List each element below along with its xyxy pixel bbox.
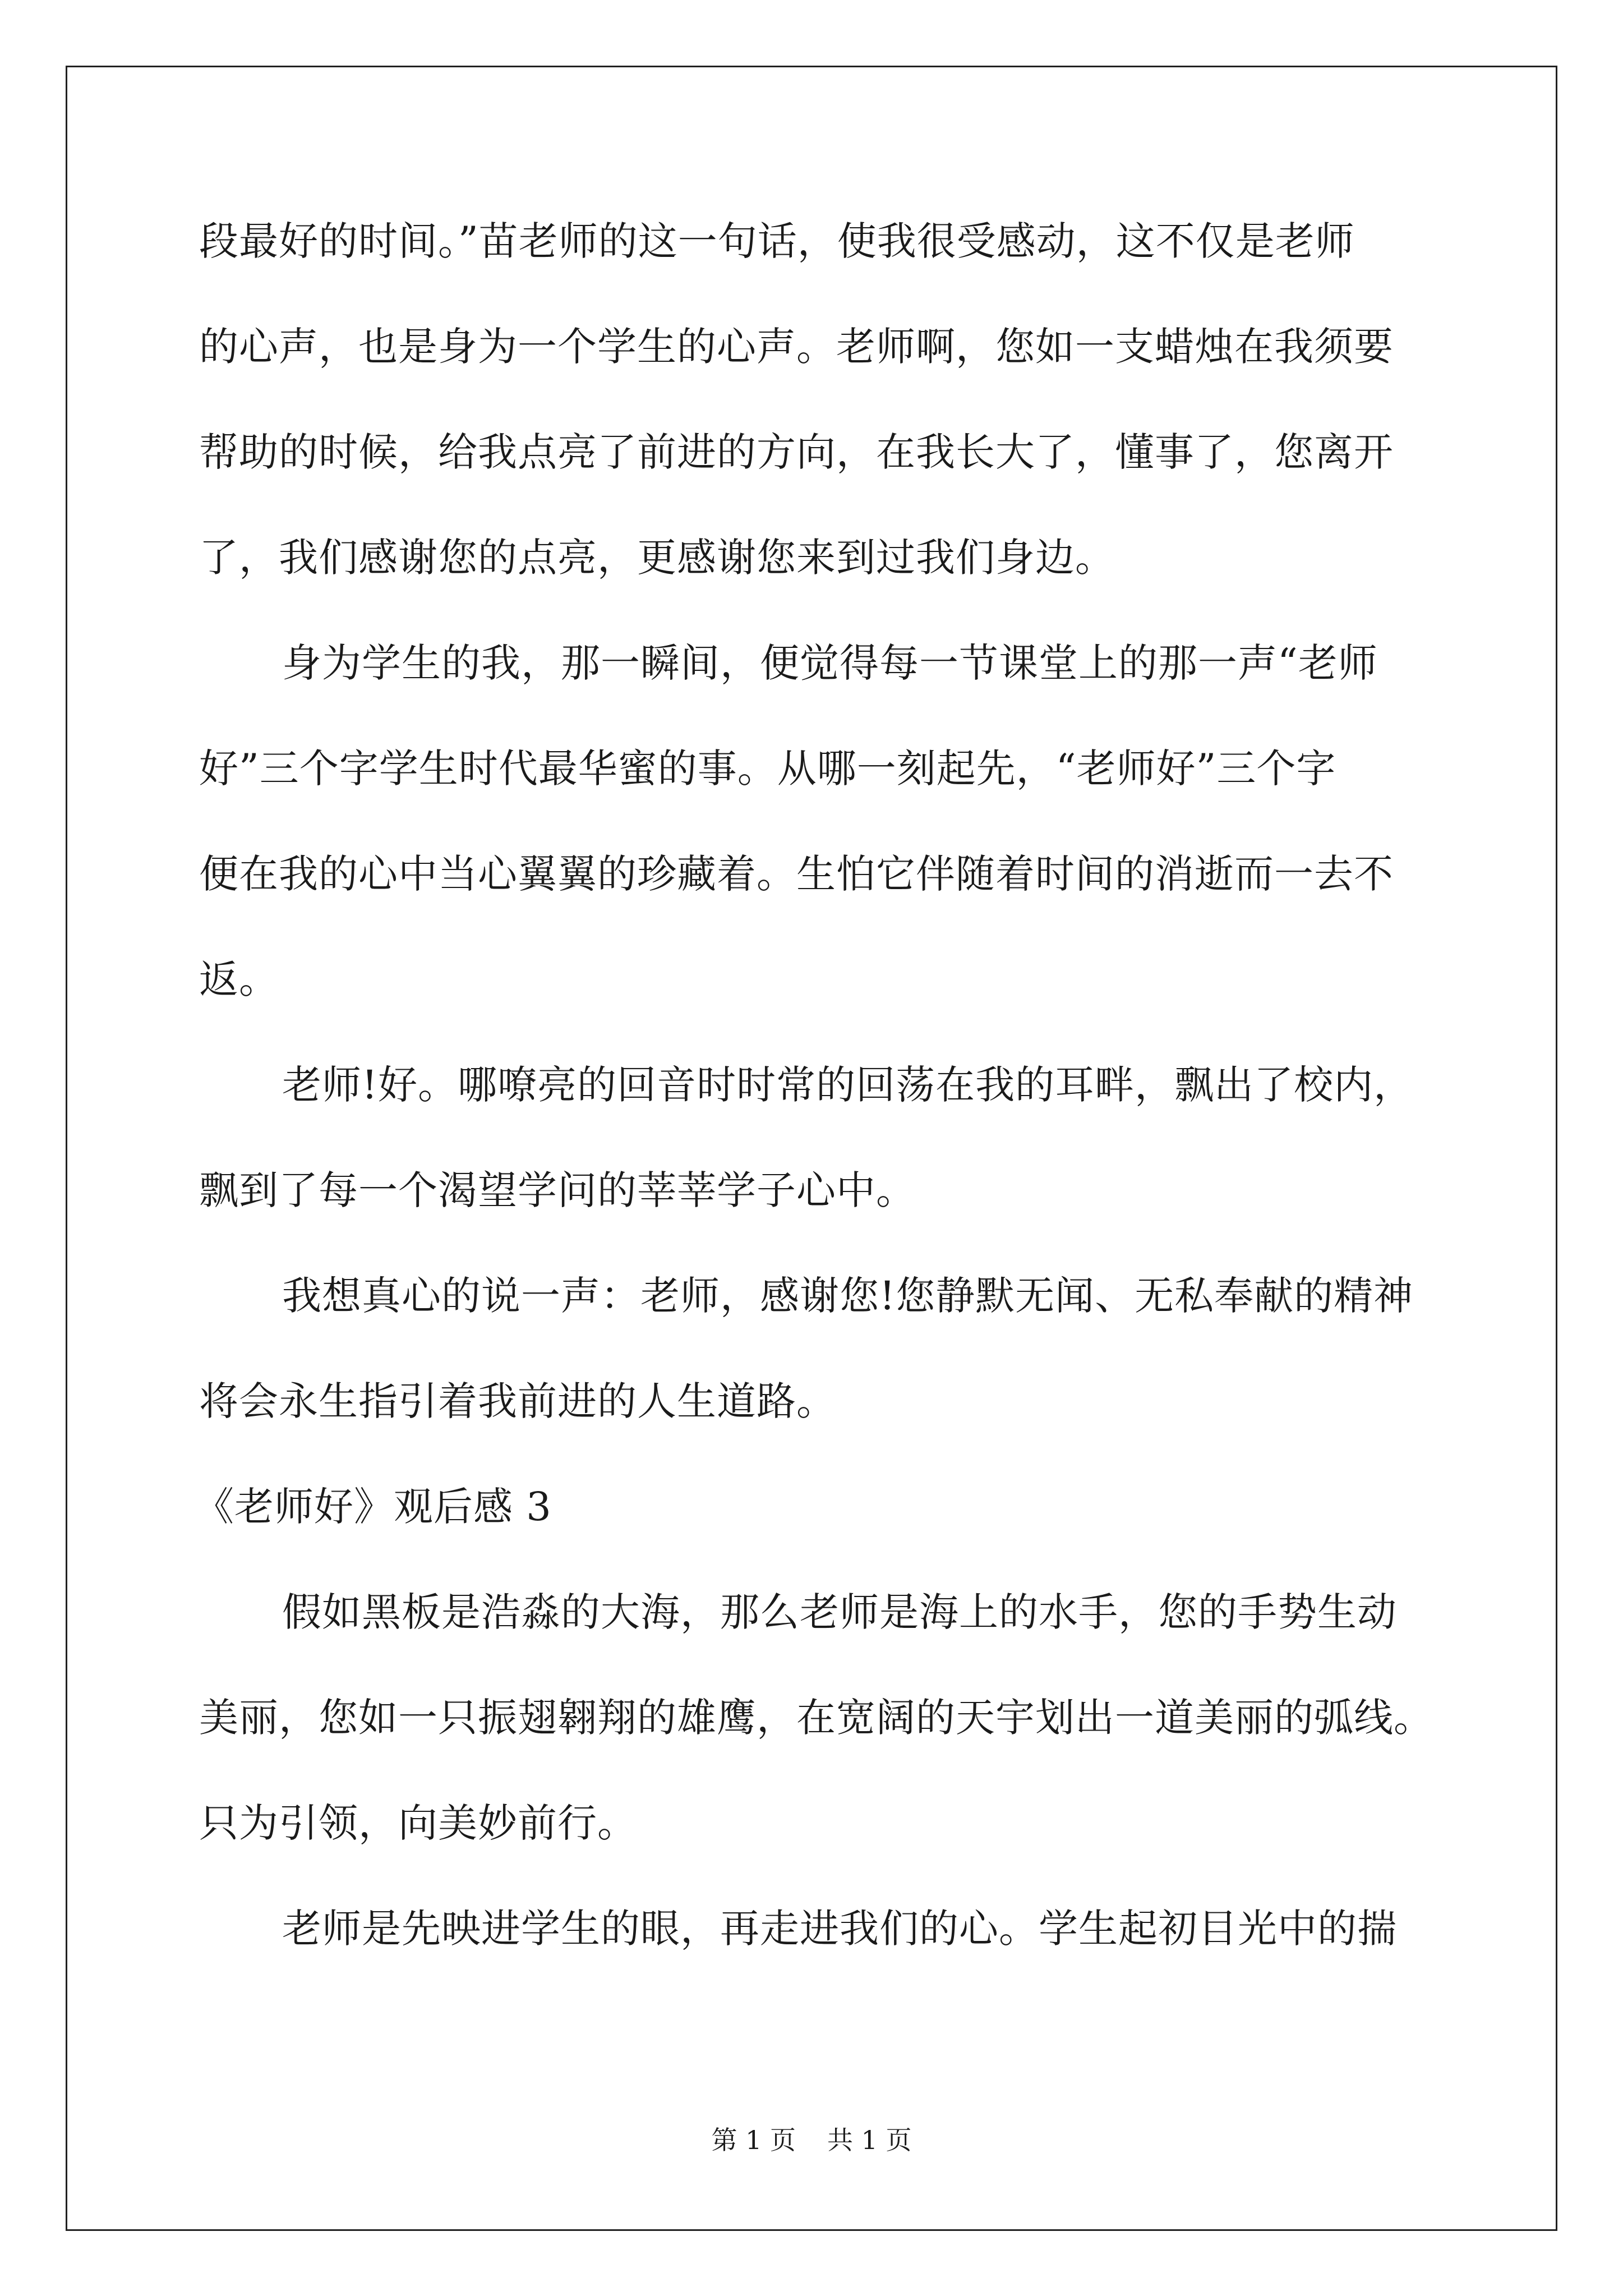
- page-footer: [0, 2123, 1623, 2157]
- paragraph-start-line: 假如黑板是浩淼的大海，那么老师是海上的水手，您的手势生动: [282, 1589, 1397, 1635]
- page-number: 第 1 页: [711, 2125, 796, 2155]
- text-line: 将会永生指引着我前进的人生道路。: [199, 1378, 836, 1424]
- text-line: 段最好的时间。”苗老师的这一句话，使我很受感动，这不仅是老师: [199, 218, 1355, 264]
- paragraph-start-line: 身为学生的我，那一瞬间，便觉得每一节课堂上的那一声“老师: [282, 640, 1378, 686]
- paragraph-start-line: 我想真心的说一声：老师，感谢您!您静默无闻、无私奉献的精神: [282, 1273, 1414, 1319]
- section-heading: 《老师好》观后感 3: [195, 1484, 552, 1530]
- text-line: 好”三个字学生时代最华蜜的事。从哪一刻起先，“老师好”三个字: [199, 746, 1336, 792]
- document-body: [195, 202, 1450, 1995]
- paragraph-start-line: 老师!好。哪嘹亮的回音时时常的回荡在我的耳畔，飘出了校内，: [282, 1062, 1414, 1108]
- text-line: 飘到了每一个渴望学问的莘莘学子心中。: [199, 1167, 916, 1213]
- text-line: 了，我们感谢您的点亮，更感谢您来到过我们身边。: [199, 535, 1115, 581]
- text-line: 的心声，也是身为一个学生的心声。老师啊，您如一支蜡烛在我须要: [199, 324, 1394, 370]
- text-line: 美丽，您如一只振翅翱翔的雄鹰，在宽阔的天宇划出一道美丽的弧线。: [199, 1695, 1433, 1741]
- text-line: 返。: [199, 956, 279, 1002]
- text-line: 只为引领，向美妙前行。: [199, 1800, 637, 1846]
- paragraph-start-line: 老师是先映进学生的眼，再走进我们的心。学生起初目光中的揣: [282, 1906, 1397, 1952]
- text-line: 便在我的心中当心翼翼的珍藏着。生怕它伴随着时间的消逝而一去不: [199, 851, 1394, 897]
- page-total: 共 1 页: [827, 2125, 912, 2155]
- text-line: 帮助的时候，给我点亮了前进的方向，在我长大了，懂事了，您离开: [199, 429, 1394, 475]
